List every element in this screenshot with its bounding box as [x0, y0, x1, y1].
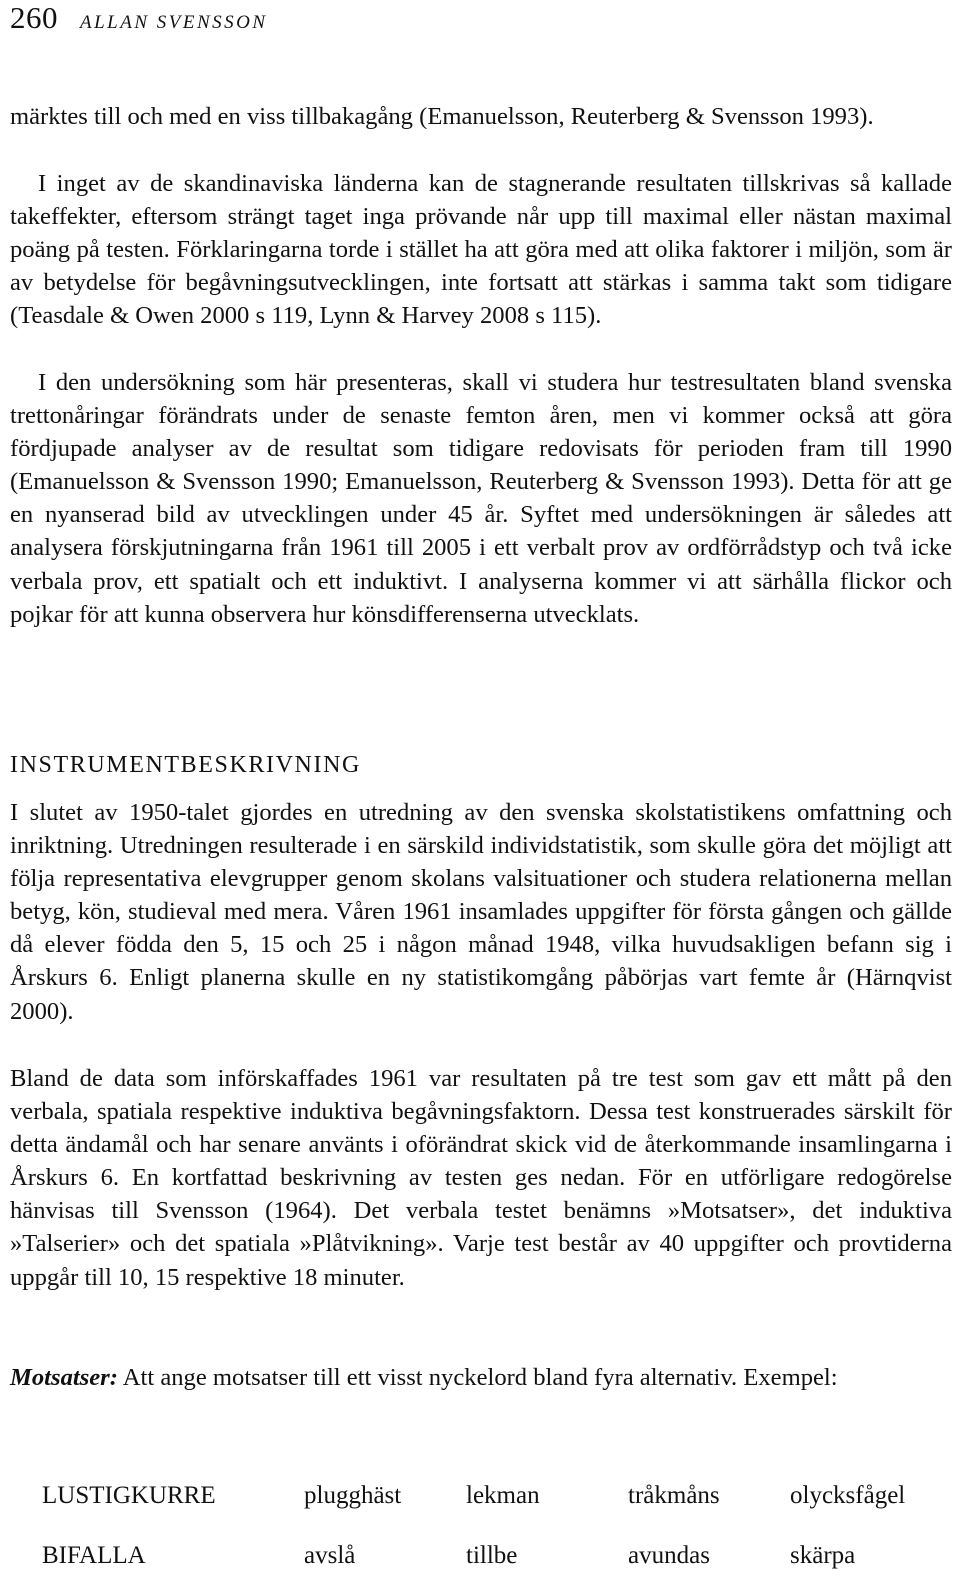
page-number: 260 [10, 0, 58, 35]
running-head-author: ALLAN SVENSSON [80, 12, 268, 33]
example-alternative: tråkmåns [628, 1482, 720, 1509]
example-keyword: LUSTIGKURRE [42, 1482, 216, 1509]
paragraph-motsatser [10, 1361, 952, 1394]
example-alternative: plugghäst [304, 1482, 402, 1509]
example-alternative: skärpa [790, 1542, 856, 1569]
paragraph-testdata: Bland de data som införskaffades 1961 var resultaten på tre test som gav ett mått på den verbala, spatiala respektive induktiva begåvningsfaktorn. Dessa test konstruerades särskilt för detta ändamål och har senare använts i oförändrat skick vid de återkommande insamlingarna i Årskurs 6. En kortfattad beskrivning av testen ges nedan. För en utförligare redogörelse hänvisas till Svensson (1964). Det verbala testet benämns »Motsatser», det induktiva »Talserier» och det spatiala »Plåtvikning». Varje test består av 40 uppgifter och provtiderna uppgår till 10, 15 respektive 18 minuter. [10, 1065, 952, 1291]
example-keyword: BIFALLA [42, 1542, 146, 1569]
example-alternative: lekman [466, 1482, 540, 1509]
running-head [10, 0, 268, 40]
section-heading: INSTRUMENTBESKRIVNING [10, 752, 361, 778]
paragraph-continuation: märktes till och med en viss tillbakagång (Emanuelsson, Reuterberg & Svensson 1993). [10, 103, 874, 130]
paragraph-undersokning: I den undersökning som här presenteras, skall vi studera hur testresultaten bland svenska trettonåringar förändrats under de senaste femton åren, men vi kommer också att göra fördjupade analyser av de resultat som tidigare redovisats för perioden fram till 1990 (Emanuelsson & Svensson 1990; Emanuelsson, Reuterberg & Svensson 1993). Detta för att ge en nyanserad bild av utvecklingen under 45 år. Syftet med undersökningen är således att analysera förskjutningarna från 1961 till 2005 i ett verbalt prov av ordförrådstyp och två icke verbala prov, ett spatialt och ett induktivt. I analyserna kommer vi att särhålla flickor och pojkar för att kunna observera hur könsdifferenserna utvecklats. [10, 369, 952, 628]
example-row [42, 1466, 950, 1526]
example-alternative: tillbe [466, 1542, 518, 1569]
example-table [42, 1466, 950, 1586]
example-alternative: avslå [304, 1542, 356, 1569]
paragraph-utredning: I slutet av 1950-talet gjordes en utredning av den svenska skolstatistikens omfattning och inriktning. Utredningen resulterade i en särskild individstatistik, som skulle göra det möjligt att följa representativa elevgrupper genom skolans valsituationer och studera relationerna mellan betyg, kön, studieval med mera. Våren 1961 insamlades uppgifter för första gången och gällde då elever födda den 5, 15 och 25 i någon månad 1948, vilka huvudsakligen befann sig i Årskurs 6. Enligt planerna skulle en ny statistikomgång påbörjas vart femte år (Härnqvist 2000). [10, 799, 952, 1025]
paragraph-takeffekter: I inget av de skandinaviska länderna kan de stagnerande resultaten tillskrivas så kallade takeffekter, eftersom strängt taget inga prövande når upp till maximal eller nästan maximal poäng på testen. Förklaringarna torde i stället ha att göra med att olika faktorer i miljön, som är av betydelse för begåvningsutvecklingen, inte fortsatt att stärkas i samma takt som tidigare (Teasdale & Owen 2000 s 119, Lynn & Harvey 2008 s 115). [10, 170, 952, 330]
example-alternative: avundas [628, 1542, 710, 1569]
example-row [42, 1526, 950, 1586]
motsatser-description: Att ange motsatser till ett visst nyckelord bland fyra alternativ. Exempel: [117, 1364, 838, 1391]
term-motsatser: Motsatser: [10, 1364, 118, 1391]
example-alternative: olycksfågel [790, 1482, 906, 1509]
